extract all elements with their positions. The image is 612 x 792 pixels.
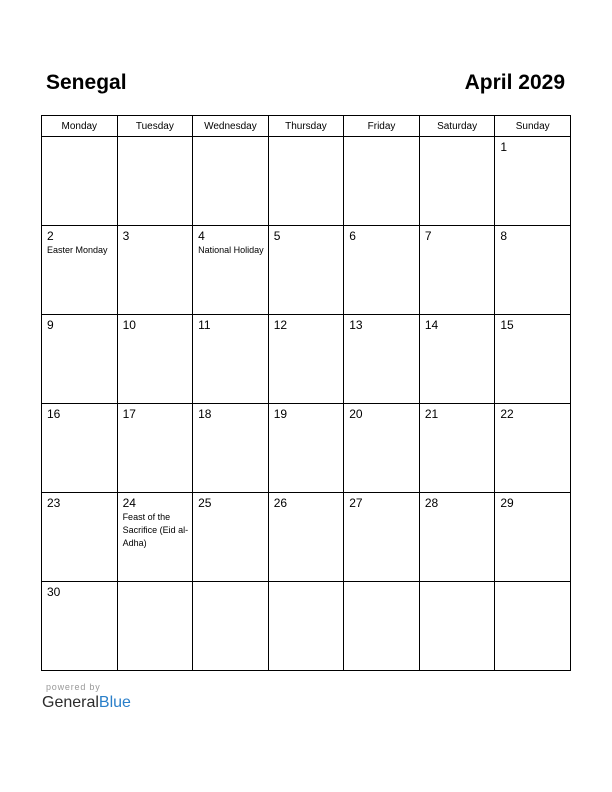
day-cell xyxy=(117,582,193,671)
day-number: 2 xyxy=(47,229,54,243)
day-number: 25 xyxy=(198,496,212,510)
day-cell xyxy=(268,315,344,404)
day-cell xyxy=(344,226,420,315)
day-number: 30 xyxy=(47,585,61,599)
day-cell xyxy=(117,226,193,315)
day-cell xyxy=(42,315,118,404)
day-cell xyxy=(344,582,420,671)
day-cell xyxy=(193,137,269,226)
day-cell xyxy=(117,404,193,493)
week-row xyxy=(42,315,571,404)
day-cell xyxy=(495,404,571,493)
day-number: 11 xyxy=(198,318,211,332)
day-cell xyxy=(495,582,571,671)
powered-by-text: powered by xyxy=(46,682,101,692)
holiday-label: National Holiday xyxy=(198,245,264,255)
week-row xyxy=(42,226,571,315)
day-cell xyxy=(344,137,420,226)
logo-blue-text: Blue xyxy=(98,694,131,711)
day-cell xyxy=(495,315,571,404)
day-number: 9 xyxy=(47,318,54,332)
day-number: 27 xyxy=(349,496,363,510)
day-number: 3 xyxy=(122,229,130,243)
weekday-header: Monday xyxy=(42,116,118,137)
day-number: 19 xyxy=(273,407,288,421)
day-number: 29 xyxy=(500,496,514,510)
day-cell xyxy=(42,493,118,582)
day-cell xyxy=(344,493,420,582)
day-cell xyxy=(117,315,193,404)
day-cell xyxy=(193,493,269,582)
week-row xyxy=(42,582,571,671)
weekday-header: Friday xyxy=(344,116,420,137)
logo-general-text: General xyxy=(42,694,99,711)
calendar-grid xyxy=(41,115,571,671)
day-cell xyxy=(419,226,495,315)
day-cell xyxy=(117,137,193,226)
day-cell xyxy=(419,404,495,493)
weekday-header: Saturday xyxy=(419,116,495,137)
weekday-header: Wednesday xyxy=(193,116,269,137)
day-cell xyxy=(193,226,269,315)
day-cell xyxy=(419,582,495,671)
day-cell xyxy=(193,404,269,493)
day-cell xyxy=(419,137,495,226)
day-cell xyxy=(268,582,344,671)
day-number: 5 xyxy=(273,229,281,243)
day-number: 7 xyxy=(424,229,432,243)
generalblue-logo[interactable] xyxy=(42,694,131,712)
day-cell xyxy=(42,137,118,226)
day-number: 14 xyxy=(424,318,439,332)
day-cell xyxy=(193,315,269,404)
day-cell xyxy=(419,493,495,582)
week-row xyxy=(42,493,571,582)
day-cell xyxy=(495,137,571,226)
day-cell xyxy=(495,226,571,315)
week-row xyxy=(42,137,571,226)
day-number: 4 xyxy=(198,229,205,243)
day-number: 12 xyxy=(273,318,288,332)
week-row xyxy=(42,404,571,493)
weekday-header: Sunday xyxy=(495,116,571,137)
day-number: 15 xyxy=(500,318,514,332)
day-number: 8 xyxy=(500,229,508,243)
day-number: 20 xyxy=(349,407,363,421)
day-cell xyxy=(268,226,344,315)
day-number: 23 xyxy=(47,496,61,510)
country-title: Senegal xyxy=(46,71,127,94)
weekday-header: Thursday xyxy=(268,116,344,137)
day-cell xyxy=(344,404,420,493)
day-number: 10 xyxy=(122,318,136,332)
day-number: 1 xyxy=(500,140,508,154)
day-number: 28 xyxy=(424,496,439,510)
day-cell xyxy=(495,493,571,582)
day-number: 13 xyxy=(349,318,363,332)
day-cell xyxy=(344,315,420,404)
holiday-label: Feast of the Sacrifice (Eid al-Adha) xyxy=(122,512,189,548)
weekday-header-row xyxy=(42,116,571,137)
day-cell xyxy=(193,582,269,671)
day-number: 6 xyxy=(349,229,356,243)
day-cell xyxy=(268,493,344,582)
day-cell xyxy=(42,582,118,671)
day-number: 24 xyxy=(122,496,136,510)
day-cell xyxy=(268,137,344,226)
day-number: 17 xyxy=(122,407,136,421)
weekday-header: Tuesday xyxy=(117,116,193,137)
day-cell xyxy=(42,226,118,315)
holiday-label: Easter Monday xyxy=(47,245,108,255)
day-number: 21 xyxy=(424,407,439,421)
day-cell xyxy=(419,315,495,404)
day-cell xyxy=(117,493,193,582)
day-number: 22 xyxy=(500,407,514,421)
day-cell xyxy=(268,404,344,493)
day-cell xyxy=(42,404,118,493)
day-number: 26 xyxy=(273,496,288,510)
day-number: 16 xyxy=(47,407,61,421)
day-number: 18 xyxy=(198,407,212,421)
month-title: April 2029 xyxy=(464,71,565,94)
